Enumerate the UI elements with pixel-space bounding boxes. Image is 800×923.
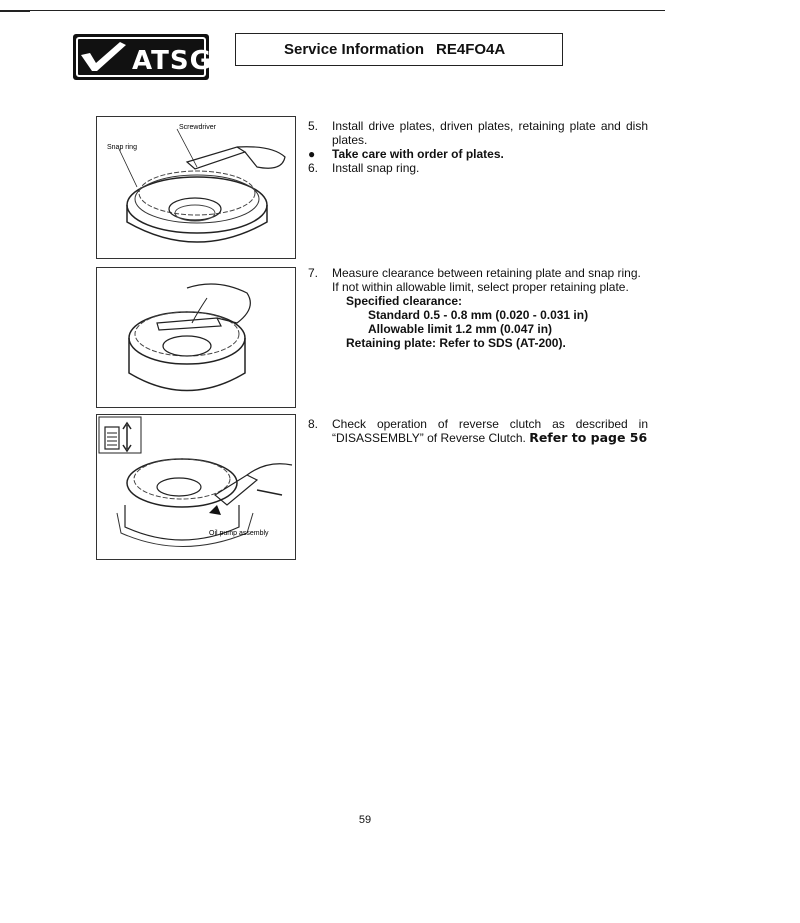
steps-group-3	[308, 417, 648, 445]
air-check-icon	[105, 423, 131, 451]
page-reference: Refer to page 56	[529, 430, 648, 445]
label-snap-ring: Snap ring	[107, 144, 137, 151]
step-6	[308, 161, 648, 175]
figure-clearance-measure	[96, 267, 296, 408]
spec-allowable: Allowable limit 1.2 mm (0.047 in)	[368, 322, 553, 336]
label-oil-pump-assembly: Oil pump assembly	[209, 530, 269, 537]
page-number: 59	[358, 814, 372, 826]
atsg-logo	[72, 33, 210, 81]
step-text: Install snap ring.	[332, 161, 420, 175]
step-number: 6.	[308, 161, 319, 175]
step-8-text: Check operation of reverse clutch as described in “DISASSEMBLY” of Reverse Clutch.	[332, 417, 648, 445]
header-box	[235, 33, 563, 66]
bullet-icon: ●	[308, 147, 316, 161]
step-5	[308, 119, 648, 147]
figure-snap-ring	[96, 116, 296, 259]
top-rule	[0, 10, 665, 11]
caution-text: Take care with order of plates.	[332, 147, 504, 161]
logo-text: ATSG	[132, 46, 210, 76]
steps-group-2	[308, 266, 648, 350]
label-screwdriver: Screwdriver	[179, 124, 216, 131]
spec-retaining-plate: Retaining plate: Refer to SDS (AT-200).	[346, 336, 566, 350]
step-number: 5.	[308, 119, 319, 133]
step-8	[308, 417, 648, 445]
header-model: RE4FO4A	[436, 41, 506, 58]
step-number: 8.	[308, 417, 319, 431]
step-text: Measure clearance between retaining plate and snap ring. If not within allowable limit, select proper retaining plate.	[332, 266, 641, 294]
spec-title: Specified clearance:	[346, 294, 463, 308]
step-text: Install drive plates, driven plates, retaining plate and dish plates.	[332, 119, 648, 147]
spec-standard: Standard 0.5 - 0.8 mm (0.020 - 0.031 in)	[368, 308, 589, 322]
steps-group-1	[308, 119, 648, 175]
figure-oil-pump-check	[96, 414, 296, 560]
top-rule-tick	[0, 10, 30, 12]
header-title: Service Information	[284, 41, 425, 58]
step-7	[308, 266, 648, 294]
step-number: 7.	[308, 266, 319, 280]
step-text	[332, 417, 648, 445]
caution-item	[308, 147, 648, 161]
